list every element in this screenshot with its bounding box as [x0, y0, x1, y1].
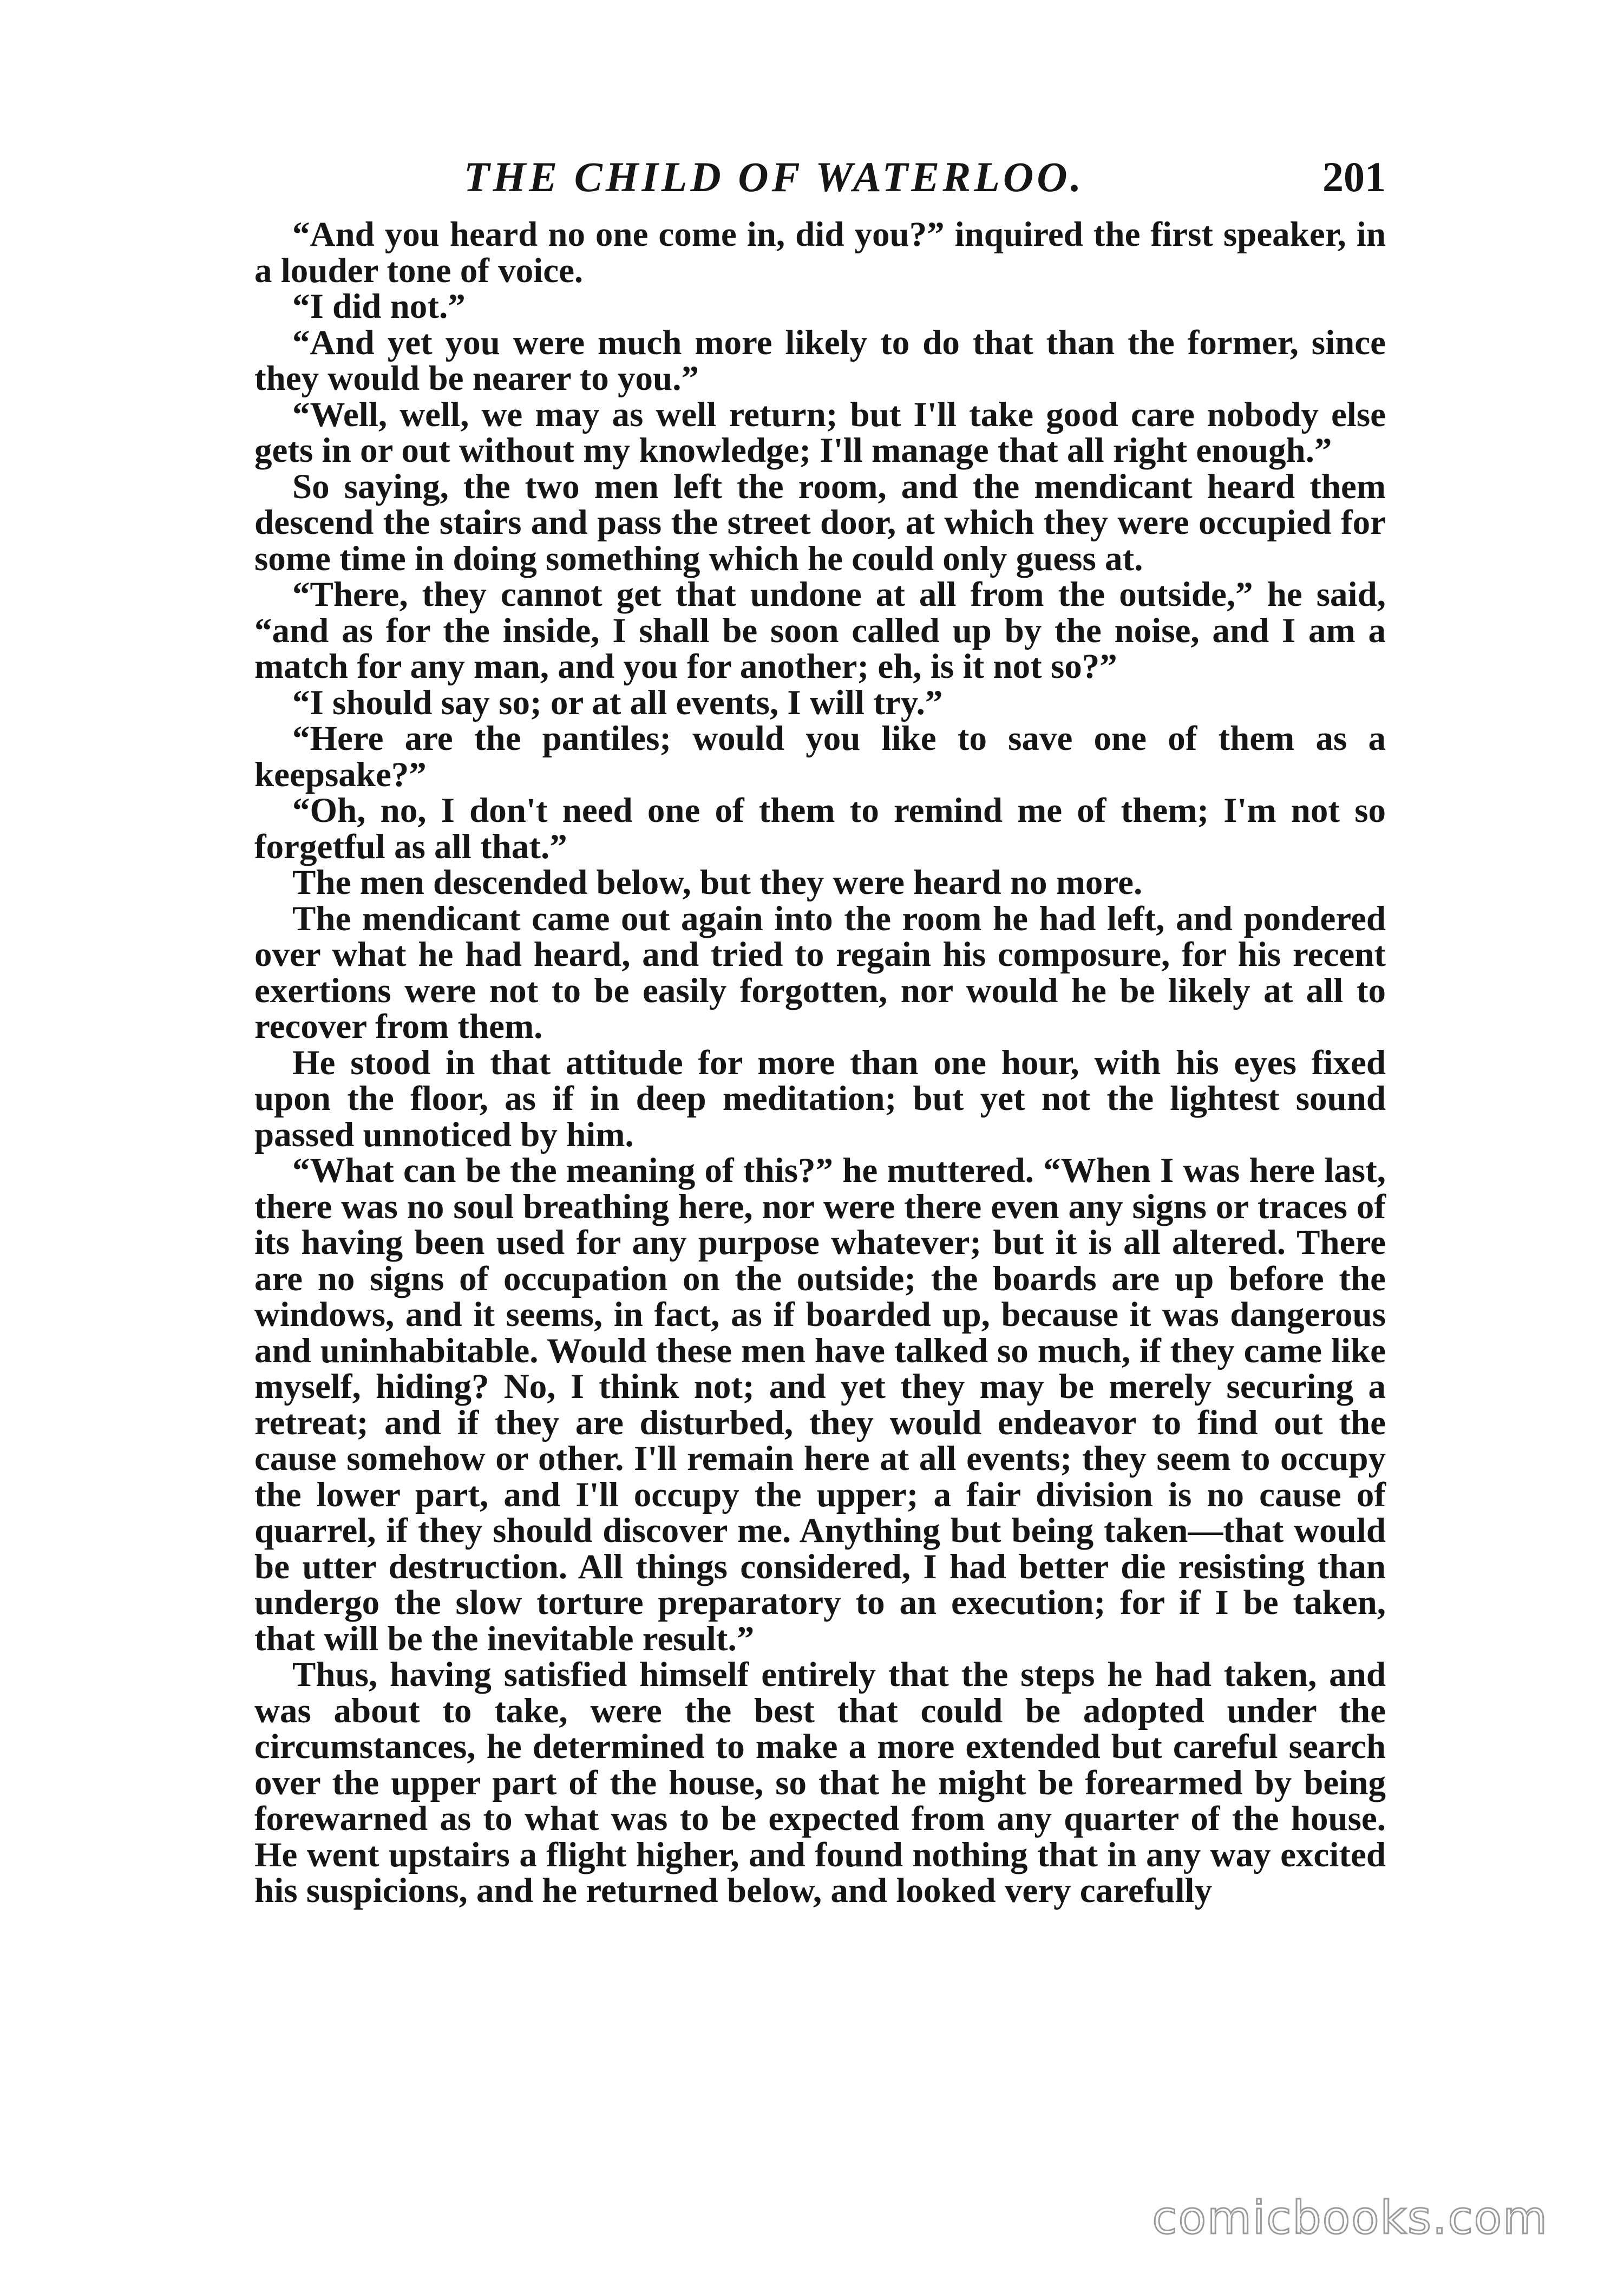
paragraph: “And yet you were much more likely to do that than the former, since they would be nearer to you.” [254, 323, 1386, 398]
page-number: 201 [1322, 153, 1386, 200]
watermark: comicbooks.com [1152, 2191, 1548, 2244]
running-head [254, 147, 1386, 207]
paragraph: So saying, the two men left the room, and the mendicant heard them descend the stairs and pass the street door, at which they were occupied for some time in doing something which he could only guess at. [254, 467, 1386, 578]
paragraph: The men descended below, but they were heard no more. [292, 863, 1143, 902]
paragraph: “I did not.” [292, 287, 466, 326]
running-title: THE CHILD OF WATERLOO. [463, 153, 1085, 200]
paragraph: “What can be the meaning of this?” he muttered. “When I was here last, there was no soul breathing here, nor were there even any signs or traces of its having been used for any purpose whatever; but it is all altered. There are no signs of occupation on the outside; the boards are up before the windows, and it seems, in fact, as if boarded up, because it was dangerous and uninhabitable. Would these men have talked so much, if they came like myself, hiding? No, I think not; and yet they may be merely securing a retreat; and if they are disturbed, they would endeavor to find out the cause somehow or other. I'll remain here at all events; they seem to occupy the lower part, and I'll occupy the upper; a fair division is no cause of quarrel, if they should discover me. Anything but being taken—that would be utter destruction. All things considered, I had better die resisting than undergo the slow torture preparatory to an execution; for if I be taken, that will be the inevitable result.” [254, 1151, 1386, 1658]
paragraph: “Here are the pantiles; would you like to save one of them as a keepsake?” [254, 719, 1386, 794]
paragraph: Thus, having satisfied himself entirely that the steps he had taken, and was about to take, were the best that could be adopted under the circumstances, he determined to make a more extended but careful search over the upper part of the house, so that he might be forearmed by being forewarned as to what was to be expected from any quarter of the house. He went upstairs a flight higher, and found nothing that in any way excited his suspicions, and he returned below, and looked very carefully [254, 1655, 1386, 1910]
paragraph: “Oh, no, I don't need one of them to remind me of them; I'm not so forgetful as all that.” [254, 791, 1386, 866]
paragraph: He stood in that attitude for more than one hour, with his eyes fixed upon the floor, as if in deep meditation; but yet not the lightest sound passed unnoticed by him. [254, 1043, 1386, 1154]
paragraph: “There, they cannot get that undone at all from the outside,” he said, “and as for the inside, I shall be soon called up by the noise, and I am a match for any man, and you for another; eh, is it not so?” [254, 575, 1386, 686]
paragraph: “And you heard no one come in, did you?” inquired the first speaker, in a louder tone of voice. [254, 215, 1386, 290]
body-text [254, 217, 1386, 1909]
paragraph: “I should say so; or at all events, I will try.” [292, 683, 943, 722]
paragraph: “Well, well, we may as well return; but I'll take good care nobody else gets in or out without my knowledge; I'll manage that all right enough.” [254, 395, 1386, 470]
paragraph: The mendicant came out again into the room he had left, and pondered over what he had heard, and tried to regain his composure, for his recent exertions were not to be easily forgotten, nor would he be likely at all to recover from them. [254, 899, 1386, 1046]
